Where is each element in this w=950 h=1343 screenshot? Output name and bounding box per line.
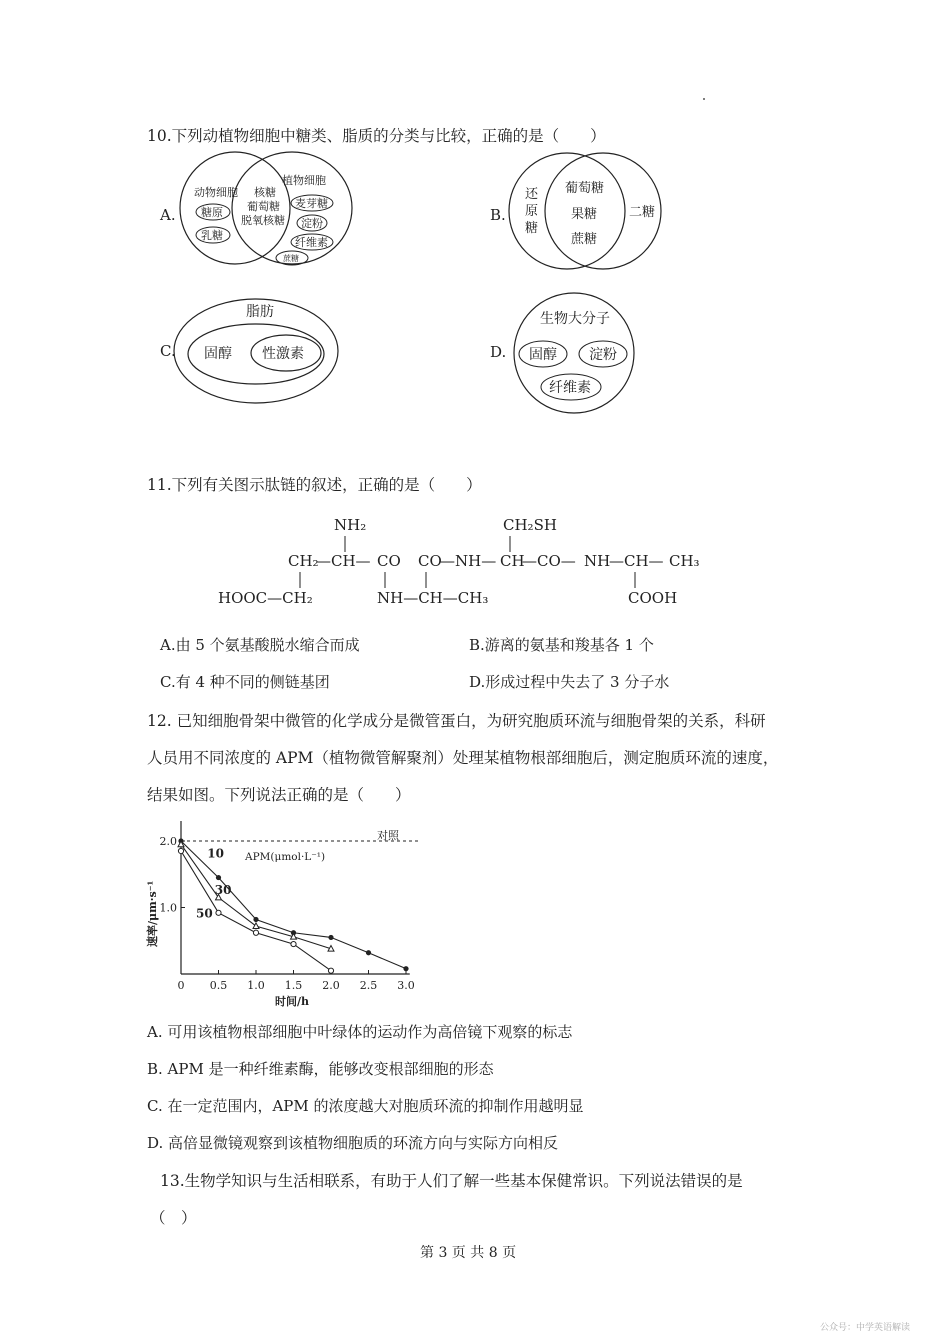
chart-x-tick-label: 3.0 [397,979,415,992]
chart-x-tick-label: 0 [177,979,185,992]
q10-a-label: A. [160,206,176,224]
chart-point-10 [328,935,333,940]
q10-option-a-diagram [150,150,380,275]
c-fat: 脂肪 [246,304,274,320]
peptide-co-1: CO [377,552,401,570]
plant-item-starch: 淀粉 [301,217,323,230]
peptide-nh2: NH₂ [334,516,367,534]
peptide-ch-3: —CH— [609,552,664,570]
chart-y-tick-label: 1.0 [159,901,177,915]
shared-deoxyribose: 脱氧核糖 [241,214,285,227]
peptide-co-2: CO [418,552,442,570]
chart-point-10 [253,917,258,922]
plant-item-cellulose: 纤维素 [295,236,328,249]
d-sterol: 固醇 [529,347,557,363]
b-left-1: 还 [525,187,539,202]
q11-option-c: C.有 4 种不同的侧链基团 [160,673,330,691]
q13-stem: 13.生物学知识与生活相联系，有助于人们了解一些基本保健常识。下列说法错误的是 [160,1172,743,1190]
chart-legend-title: APM(μmol·L⁻¹) [245,851,326,863]
animal-item-lactose: 乳糖 [201,229,223,242]
q12-option-d: D. 高倍显微镜观察到该植物细胞质的环流方向与实际方向相反 [147,1134,559,1152]
animal-item-glycogen: 糖原 [201,206,223,219]
q10-option-b-diagram [485,150,675,275]
q11-stem: 11.下列有关图示肽链的叙述，正确的是（ ） [147,476,482,494]
d-cellulose: 纤维素 [549,380,591,396]
chart-x-tick-label: 2.0 [322,979,340,992]
chart-series-label-30: 30 [214,883,232,898]
chart-xlabel: 时间/h [275,995,310,1008]
peptide-nh-1: —NH— [440,552,497,570]
peptide-ch3: CH₃ [669,552,700,570]
chart-x-tick-label: 0.5 [209,979,228,992]
b-left-3: 糖 [525,221,539,236]
peptide-ch-2: CH [500,552,525,570]
chart-x-tick-label: 1.0 [247,979,265,992]
c-sex-hormone: 性激素 [262,346,304,362]
peptide-ch-1: —CH— [316,552,371,570]
chart-control-label: 对照 [377,829,399,842]
chart-point-50 [178,848,183,853]
peptide-nh-2: NH [584,552,611,570]
q10-c-label: C. [160,342,176,360]
q12-option-c: C. 在一定范围内，APM 的浓度越大对胞质环流的抑制作用越明显 [147,1097,584,1115]
q11-option-a: A.由 5 个氨基酸脱水缩合而成 [160,636,360,654]
stray-dot [703,98,705,100]
plant-item-maltose: 麦芽糖 [295,197,328,210]
b-fructose: 果糖 [571,207,598,222]
chart-point-30 [253,923,259,929]
chart-point-10 [216,875,221,880]
q10-b-label: B. [490,206,506,224]
q10-option-d-diagram [485,290,655,415]
chart-point-50 [216,910,221,915]
q12-option-a: A. 可用该植物根部细胞中叶绿体的运动作为高倍镜下观察的标志 [147,1023,573,1041]
q10-d-label: D. [490,343,507,361]
chart-point-50 [291,941,296,946]
q12-stem-line1: 12. 已知细胞骨架中微管的化学成分是微管蛋白，为研究胞质环流与细胞骨架的关系，科研 [147,712,766,730]
d-macromolecule: 生物大分子 [540,311,610,327]
chart-point-50 [328,968,333,973]
peptide-structure [210,510,710,610]
q11-option-b: B.游离的氨基和羧基各 1 个 [469,636,654,654]
b-glucose: 葡萄糖 [565,181,605,196]
peptide-ch2sh: CH₂SH [503,516,557,534]
b-disaccharide: 二糖 [629,205,656,220]
chart-y-tick-label: 2.0 [159,835,177,848]
c-sterol: 固醇 [204,346,232,362]
d-starch: 淀粉 [589,347,617,363]
chart-series-label-10: 10 [207,846,224,861]
chart-point-10 [403,966,408,971]
peptide-hooc: HOOC—CH₂ [218,589,313,607]
page-footer: 第 3 页 共 8 页 [420,1245,517,1261]
apm-chart [140,815,440,1010]
watermark: 公众号：中学英语解读 [820,1323,911,1333]
chart-point-10 [366,950,371,955]
shared-glucose: 葡萄糖 [247,200,280,213]
chart-x-tick-label: 1.5 [284,979,303,992]
b-sucrose: 蔗糖 [571,232,598,247]
animal-cell-label: 动物细胞 [194,186,238,199]
peptide-nh-ch-ch3: NH—CH—CH₃ [377,589,489,607]
chart-series-label-50: 50 [196,906,213,921]
peptide-cooh: COOH [628,589,678,607]
plant-item-sucrose: 蔗糖 [283,254,299,263]
q12-stem-line2: 人员用不同浓度的 APM（植物微管解聚剂）处理某植物根部细胞后，测定胞质环流的速度， [147,749,779,767]
q12-option-b: B. APM 是一种纤维素酶，能够改变根部细胞的形态 [147,1060,494,1078]
q13-paren: （ ） [150,1209,197,1227]
b-left-2: 原 [525,204,539,219]
chart-point-50 [253,930,258,935]
q10-option-c-diagram [150,290,350,405]
shared-ribose: 核糖 [254,186,276,199]
q11-option-d: D.形成过程中失去了 3 分子水 [469,673,670,691]
q12-stem-line3: 结果如图。下列说法正确的是（ ） [147,786,411,804]
peptide-co-3: —CO— [522,552,576,570]
q10-stem: 10.下列动植物细胞中糖类、脂质的分类与比较，正确的是（ ） [147,127,606,145]
chart-ylabel: 速率/μm·s⁻¹ [146,880,159,947]
chart-x-tick-label: 2.5 [359,979,378,992]
plant-cell-label: 植物细胞 [282,174,326,187]
peptide-ch2: CH₂ [288,552,319,570]
